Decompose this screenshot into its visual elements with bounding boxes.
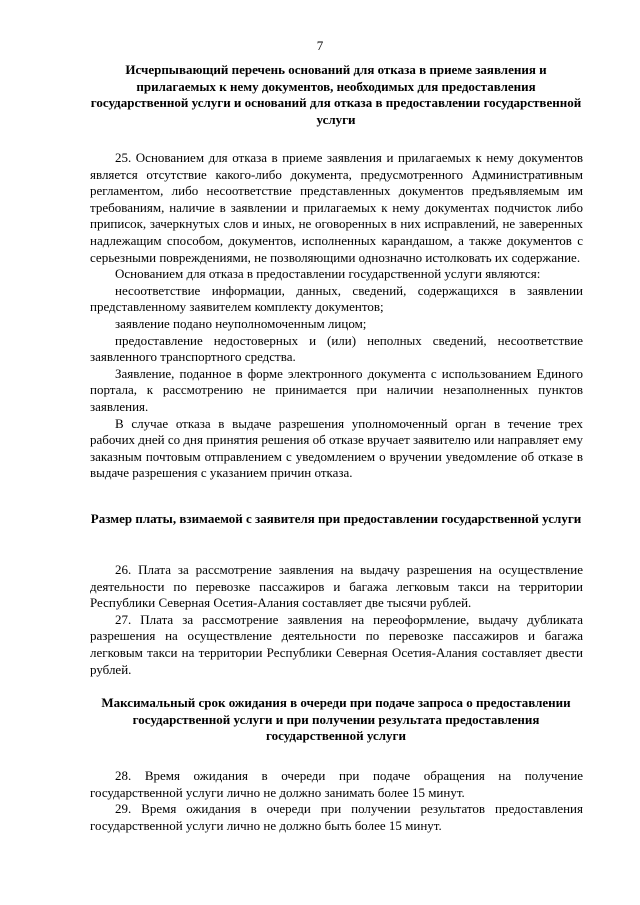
- section-body-queue-time: [90, 768, 583, 834]
- paragraph: предоставление недостоверных и (или) неполных сведений, несоответствие заявленного транспортного средства.: [90, 332, 583, 365]
- paragraph: 27. Плата за рассмотрение заявления на переоформление, выдачу дубликата разрешения на осуществление деятельности по перевозке пассажиров и багажа легковым такси на территории Республики Северная Осетия-Алания составляет двести рублей.: [90, 611, 583, 677]
- paragraph: Основанием для отказа в предоставлении государственной услуги являются:: [115, 266, 541, 282]
- paragraph: 26. Плата за рассмотрение заявления на выдачу разрешения на осуществление деятельности по перевозке пассажиров и багажа легковым такси на территории Республики Северная Осетия-Алания составляет две тысячи рублей.: [90, 562, 583, 611]
- paragraph: 28. Время ожидания в очереди при подаче обращения на получение государственной услуги лично не должно занимать более 15 минут.: [90, 768, 583, 800]
- paragraph: 29. Время ожидания в очереди при получении результатов предоставления государственной услуги лично не должно быть более 15 минут.: [90, 801, 583, 833]
- section-body-refusal-grounds: [90, 150, 583, 482]
- paragraph: несоответствие информации, данных, сведений, содержащихся в заявлении представленному заявителем комплекту документов;: [90, 282, 583, 315]
- paragraph: 25. Основанием для отказа в приеме заявления и прилагаемых к нему документов является отсутствие какого-либо документа, предусмотренного Административным регламентом, либо несоответствие представленных документов предъявляемым им требованиям, наличие в заявлении и прилагаемых к нему документах подчисток либо приписок, зачеркнутых слов и иных, не оговоренных в них исправлений, не заверенных надлежащим способом, документов, исполненных карандашом, а также документов с серьезными повреждениями, не позволяющими однозначно истолковать их содержание.: [90, 150, 583, 265]
- paragraph: заявление подано неуполномоченным лицом;: [115, 315, 367, 331]
- paragraph: В случае отказа в выдаче разрешения уполномоченный орган в течение трех рабочих дней со дня принятия решения об отказе вручает заявителю или направляет ему заказным почтовым отправлением с уведомлением о вручении уведомление об отказе в выдаче разрешения с указанием причин отказа.: [90, 415, 583, 481]
- section-heading-refusal-grounds: Исчерпывающий перечень оснований для отказа в приеме заявления и прилагаемых к нему документов, необходимых для предоставления государственной услуги и оснований для отказа в предоставлении государственной услуги: [90, 62, 582, 127]
- page-number: 7: [316, 38, 324, 53]
- section-heading-queue-time: Максимальный срок ожидания в очереди при подаче запроса о предоставлении государственной услуги и при получении результата предоставления государственной услуги: [101, 695, 571, 744]
- section-body-fee: [90, 562, 583, 678]
- paragraph: Заявление, поданное в форме электронного документа с использованием Единого портала, к рассмотрению не принимается при наличии незаполненных пунктов заявления.: [90, 365, 583, 414]
- section-heading-fee: Размер платы, взимаемой с заявителя при предоставлении государственной услуги: [90, 511, 582, 526]
